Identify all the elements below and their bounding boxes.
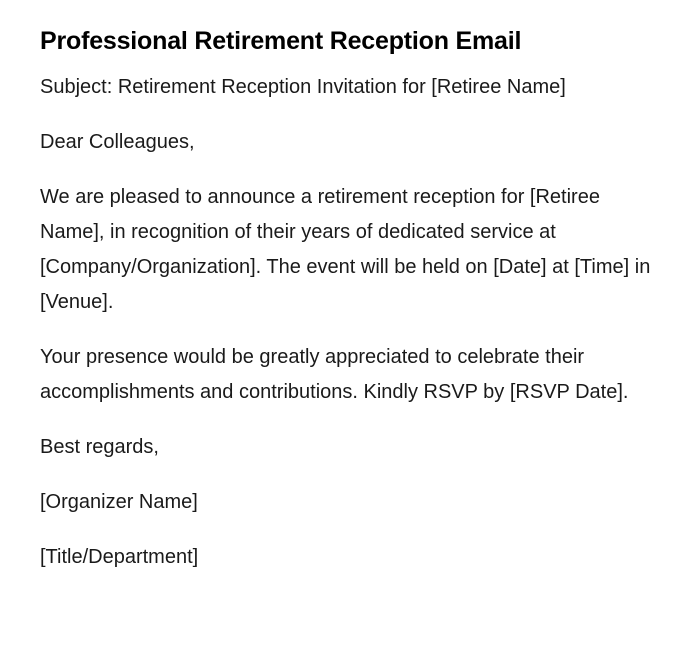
document-title: Professional Retirement Reception Email xyxy=(40,27,522,55)
signature-organizer-title: [Title/Department] xyxy=(40,546,199,568)
email-greeting: Dear Colleagues, xyxy=(40,131,195,153)
email-closing: Best regards, xyxy=(40,436,159,458)
email-body-paragraph-rsvp: Your presence would be greatly appreciated to celebrate their accomplishments and contributions. Kindly RSVP by [RSVP Date]. xyxy=(40,346,629,403)
email-body-paragraph-announcement: We are pleased to announce a retirement reception for [Retiree Name], in recognition of their years of dedicated service at [Company/Organization]. The event will be held on [Date] at [Time] in [Venue]. xyxy=(40,186,651,313)
email-subject-line: Subject: Retirement Reception Invitation for [Retiree Name] xyxy=(40,76,566,98)
signature-organizer-name: [Organizer Name] xyxy=(40,491,198,513)
